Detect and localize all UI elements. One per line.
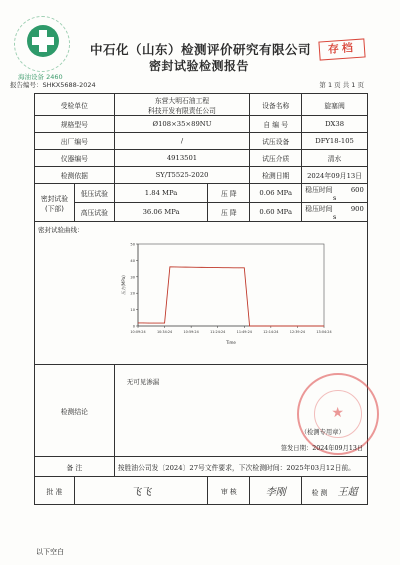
archive-stamp: 存档 (318, 38, 365, 60)
medium-value: 清水 (302, 150, 368, 167)
x-tick-label: 10:09:24 (130, 330, 146, 334)
data-point (148, 323, 149, 324)
y-tick-label: 30 (130, 275, 135, 280)
hold-time-high (302, 203, 368, 222)
footer-note: 以下空白 (36, 548, 64, 556)
x-tick-label: 11:24:24 (210, 330, 226, 334)
hold-time-label-high: 稳压时间 (305, 205, 333, 213)
data-point (170, 267, 171, 268)
spec-label: 规格型号 (35, 116, 115, 133)
data-point (180, 267, 181, 268)
data-point (212, 267, 213, 268)
approve-label: 批 准 (35, 477, 75, 505)
pressure-drop-label-low: 压 降 (208, 184, 250, 203)
data-point (191, 267, 192, 268)
pressure-drop-value-low-text: 0.06 MPa (259, 189, 292, 197)
data-point (249, 326, 250, 327)
data-point (302, 326, 303, 327)
equipment-value: 旋塞阀 (302, 94, 368, 116)
client-label: 受检单位 (35, 94, 115, 116)
factory-no-value: / (114, 133, 250, 150)
curve-cell (35, 222, 368, 365)
data-point (239, 268, 240, 269)
data-point (217, 267, 218, 268)
issue-date: 签发日期：2024年09月13日 (280, 445, 364, 452)
high-pressure-label: 高压试验 (74, 203, 114, 222)
hold-time-value-high: 900 s (332, 205, 364, 221)
data-point (271, 326, 272, 327)
data-point (159, 323, 160, 324)
pressure-drop-value-high-text: 0.60 MPa (259, 208, 292, 216)
pressure-drop-value-low (250, 184, 302, 203)
inspect-signature: 王超 (337, 487, 358, 498)
pressure-drop-value-high (250, 203, 302, 222)
data-point (313, 326, 314, 327)
data-point (207, 267, 208, 268)
equipment-label: 设备名称 (250, 94, 302, 116)
data-point (318, 326, 319, 327)
y-tick-label: 20 (130, 291, 135, 296)
data-point (287, 326, 288, 327)
page-number: 第 1 页 共 1 页 (319, 81, 364, 89)
self-no-label: 自 编 号 (250, 116, 302, 133)
conclusion-label: 检测结论 (35, 365, 115, 457)
client-value-line2: 科技开发有限责任公司 (148, 106, 216, 115)
self-no-value: DX38 (302, 116, 368, 133)
x-tick-label: 12:14:24 (263, 330, 279, 334)
medium-label: 试压介质 (250, 150, 302, 167)
hold-time-value-low: 600 s (332, 186, 364, 202)
report-title: 密封试验检测报告 (149, 59, 250, 73)
data-point (244, 268, 245, 269)
factory-no-label: 出厂编号 (35, 133, 115, 150)
client-value-line1: 东营大明石油工程 (154, 96, 210, 105)
seal-text: 海油设备 2460 (18, 73, 63, 81)
high-pressure-value: 36.06 MPa (114, 203, 208, 222)
client-value (114, 94, 250, 116)
data-point (186, 267, 187, 268)
data-point (292, 326, 293, 327)
org-name: 中石化（山东）检测评价研究有限公司 (90, 42, 312, 57)
pressure-series-line (138, 267, 324, 326)
date-value: 2024年09月13日 (302, 167, 368, 184)
data-point (260, 326, 261, 327)
data-point (228, 267, 229, 268)
data-point (202, 267, 203, 268)
hold-time-label-low: 稳压时间 (305, 186, 333, 194)
instrument-label: 仪器编号 (35, 150, 115, 167)
y-tick-label: 50 (130, 242, 135, 247)
low-pressure-label: 低压试验 (74, 184, 114, 203)
x-tick-label: 10:59:24 (183, 330, 199, 334)
remark-text: 按胜油公司发〔2024〕27号文件要求，下次检测时间：2025年03月12日前。 (114, 457, 367, 477)
data-point (175, 267, 176, 268)
inspect-cell (302, 477, 368, 505)
low-pressure-value: 1.84 MPa (114, 184, 208, 203)
data-point (233, 268, 234, 269)
pressure-chart (120, 236, 330, 348)
company-logo-icon (26, 24, 60, 58)
hold-time-low (302, 184, 368, 203)
y-axis-label: 压力(MPa) (121, 275, 126, 295)
y-tick-label: 40 (130, 258, 135, 263)
approve-signature: 飞飞 (74, 477, 208, 505)
data-point (143, 323, 144, 324)
conclusion-note: （检测专用章） (300, 429, 345, 436)
date-label: 检测日期 (250, 167, 302, 184)
x-tick-label: 12:39:24 (289, 330, 306, 334)
basis-label: 检测依据 (35, 167, 115, 184)
x-axis-label: Time (226, 340, 236, 345)
x-tick-label: 13:04:24 (316, 330, 332, 334)
data-point (308, 326, 309, 327)
data-point (297, 326, 298, 327)
report-number: 报告编号：SHKX5688-2024 (10, 81, 96, 89)
pressure-drop-label-high: 压 降 (208, 203, 250, 222)
data-point (265, 326, 266, 327)
equipment-used-label: 试压设备 (250, 133, 302, 150)
conclusion-cell (114, 365, 367, 457)
equipment-used-value: DFY18-105 (302, 133, 368, 150)
x-tick-label: 10:34:24 (156, 330, 173, 334)
data-point (196, 267, 197, 268)
inspect-label: 检 测 (311, 489, 328, 497)
review-label: 审 核 (208, 477, 250, 505)
data-point (324, 326, 325, 327)
spec-value: Ø108×35×89NU (114, 116, 250, 133)
remark-label: 备 注 (35, 457, 115, 477)
review-signature: 李刚 (250, 477, 302, 505)
data-point (255, 326, 256, 327)
conclusion-text: 无可见渗漏 (126, 378, 160, 386)
data-point (276, 326, 277, 327)
seal-test-label-line1: 密封试验 (40, 194, 69, 203)
x-tick-label: 11:49:24 (236, 330, 252, 334)
basis-value: SY/T5525-2020 (114, 167, 250, 184)
seal-test-label-line2: (下部) (44, 204, 64, 213)
data-point (154, 323, 155, 324)
instrument-value: 4913501 (114, 150, 250, 167)
y-tick-label: 0 (132, 324, 135, 329)
y-tick-label: 10 (130, 308, 135, 313)
seal-test-label (35, 184, 75, 222)
data-point (281, 326, 282, 327)
data-point (223, 267, 224, 268)
curve-label: 密封试验曲线： (38, 226, 84, 234)
data-point (138, 323, 139, 324)
seal-star-icon: ★ (331, 405, 344, 421)
data-point (164, 323, 165, 324)
report-form-table (34, 93, 368, 505)
